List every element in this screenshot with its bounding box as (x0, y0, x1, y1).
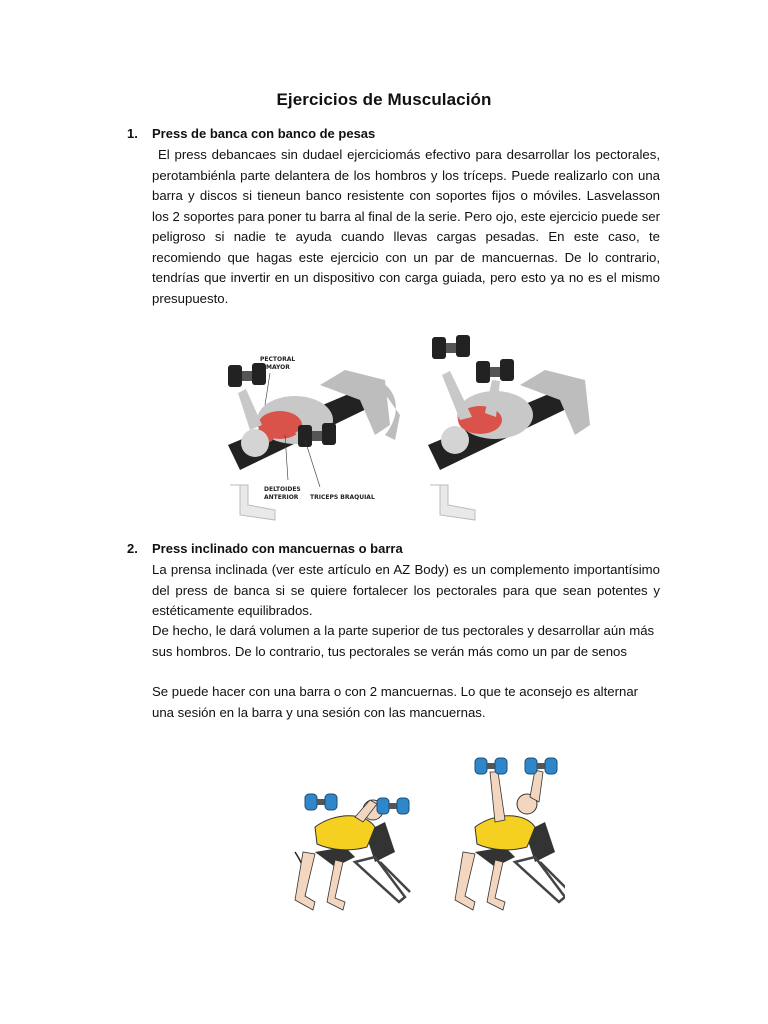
dumbbell-right-1 (432, 335, 470, 359)
page-title: Ejercicios de Musculación (276, 90, 492, 109)
incline-press-figure (255, 752, 565, 922)
section-2-title: Press inclinado con mancuernas o barra (152, 541, 403, 556)
label-pectoral-line1: PECTORAL (260, 356, 296, 363)
section-2-paragraph-2: De hecho, le dará volumen a la parte superior de tus pectorales y desarrollar aún más sus hombros. De lo contrario, tus pectorales se verán más como un par de senos (152, 623, 655, 659)
section-1-paragraph: El press debancaes sin dudael ejerciciomás efectivo para desarrollar los pectorales, perotambiénla parte delantera de los hombros y los tríceps. Puede realizarlo con una barra y discos si tieneun banco resistente con soportes fijos o móviles. Lasvelasson los 2 soportes para poner tu barra al final de la serie. Pero ojo, este ejercicio puede ser peligroso si nadie te ayuda cuando llevas cargas pesadas. En este caso, te recomiendo que hagas este ejercicio con un par de mancuernas. De lo contrario, tendrías que invertir en un dispositivo con carga guiada, pero esto ya no es el mismo presupuesto. (152, 147, 661, 306)
section-1-title: Press de banca con banco de pesas (152, 126, 376, 141)
incline-press-right-figure (455, 758, 565, 910)
bench-press-illustration (180, 325, 600, 525)
shirt-right (475, 816, 535, 850)
label-pectoral-line2: MAYOR (266, 364, 290, 371)
label-deltoides-line2: ANTERIOR (264, 494, 299, 501)
dumbbell-right-2 (476, 359, 514, 383)
section-1-heading (127, 126, 375, 141)
label-triceps: TRICEPS BRAQUIAL (310, 494, 375, 501)
dumbbell-blue-left-a (305, 794, 337, 810)
incline-press-illustration (255, 752, 565, 922)
section-2-number: 2. (127, 541, 138, 556)
dumbbell-blue-right-a (475, 758, 507, 774)
section-1-number: 1. (127, 126, 138, 141)
incline-press-left-figure (295, 794, 410, 910)
bench-press-left-figure (228, 356, 400, 520)
bench-press-right-figure (428, 335, 590, 520)
section-2-paragraph-3: Se puede hacer con una barra o con 2 mancuernas. Lo que te aconsejo es alternar una sesión en la barra y una sesión con las mancuernas. (152, 684, 639, 720)
shirt-left (315, 816, 375, 850)
dumbbell-left-top (228, 363, 266, 387)
section-2-paragraph-1: La prensa inclinada (ver este artículo en AZ Body) es un complemento importantísimo del press de banca si se quiere fortalecer los pectorales para que sean potentes y estéticamente equilibrados. (152, 562, 660, 618)
bench-press-figure (180, 325, 600, 525)
section-2-heading (127, 541, 403, 556)
label-deltoides-line1: DELTOIDES (264, 486, 301, 493)
dumbbell-blue-left-b (377, 798, 409, 814)
